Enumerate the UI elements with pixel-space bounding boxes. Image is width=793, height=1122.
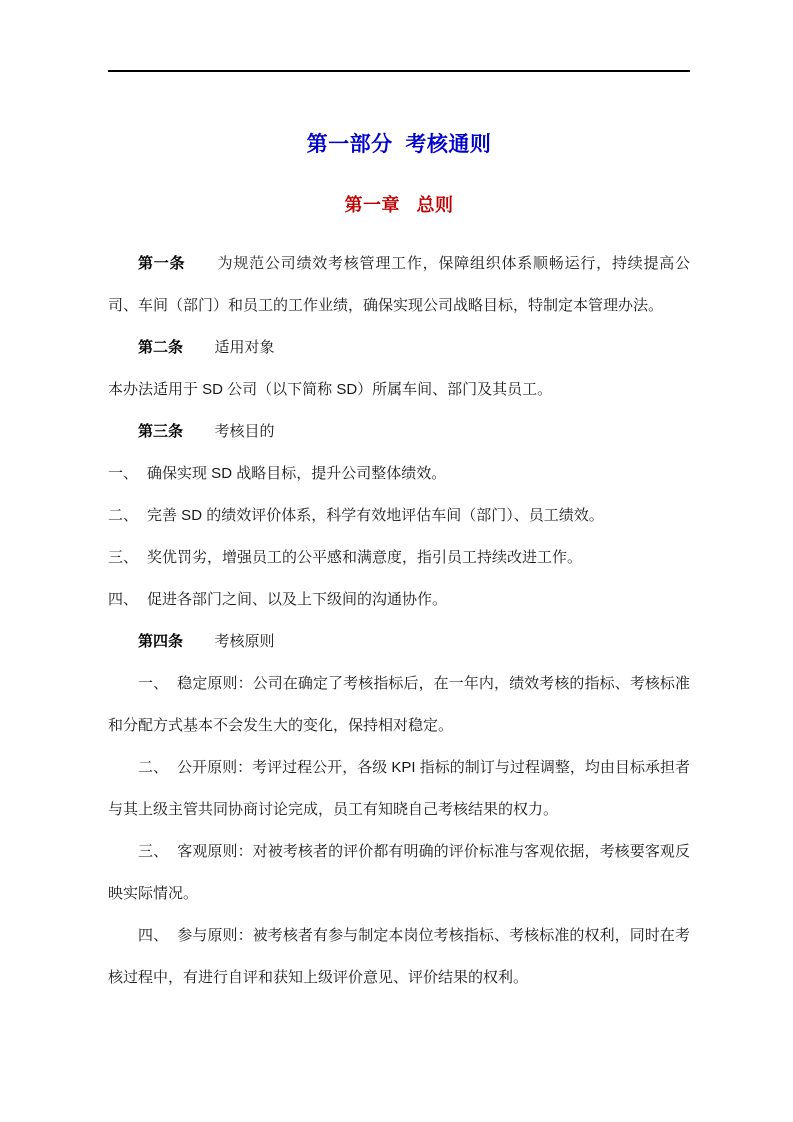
list-item-number: 四、 — [108, 591, 139, 608]
list-item-text: 奖优罚劣，增强员工的公平感和满意度，指引员工持续改进工作。 — [147, 549, 583, 566]
list-item-number: 三、 — [108, 549, 139, 566]
list-item — [108, 495, 690, 537]
article-1-paragraph — [108, 243, 690, 327]
list-item-text: 完善 SD 的绩效评价体系，科学有效地评估车间（部门）、员工绩效。 — [147, 507, 604, 524]
list-item-number: 二、 — [138, 759, 169, 776]
list-item — [108, 537, 690, 579]
list-item — [108, 579, 690, 621]
article-3-heading-paragraph — [108, 411, 690, 453]
list-item-text: 促进各部门之间、以及上下级间的沟通协作。 — [147, 591, 448, 608]
list-item-number: 三、 — [138, 843, 169, 860]
list-item-text: 客观原则：对被考核者的评价都有明确的评价标准与客观依据，考核要客观反映实际情况。 — [108, 843, 690, 902]
article-2-heading: 适用对象 — [214, 339, 275, 356]
list-item-number: 四、 — [138, 927, 169, 944]
article-3-heading: 考核目的 — [214, 423, 275, 440]
document-title-block — [108, 124, 690, 166]
list-item-text: 确保实现 SD 战略目标，提升公司整体绩效。 — [147, 465, 447, 482]
article-4-label: 第四条 — [138, 633, 184, 650]
list-item-number: 一、 — [108, 465, 139, 482]
list-item-text: 公开原则：考评过程公开，各级 KPI 指标的制订与过程调整，均由目标承担者与其上级主管共同协商讨论完成，员工有知晓自己考核结果的权力。 — [108, 759, 690, 818]
chapter-title-block — [108, 188, 690, 222]
article-4-heading-paragraph — [108, 621, 690, 663]
list-item — [108, 747, 690, 831]
list-item-number: 二、 — [108, 507, 139, 524]
list-item-text: 参与原则：被考核者有参与制定本岗位考核指标、考核标准的权利，同时在考核过程中，有进行自评和获知上级评价意见、评价结果的权利。 — [108, 927, 690, 986]
list-item — [108, 915, 690, 999]
article-1-label: 第一条 — [138, 255, 186, 272]
article-1-text: 为规范公司绩效考核管理工作，保障组织体系顺畅运行，持续提高公司、车间（部门）和员工的工作业绩，确保实现公司战略目标，特制定本管理办法。 — [108, 255, 690, 314]
article-2-label: 第二条 — [138, 339, 184, 356]
list-item-number: 一、 — [138, 675, 169, 692]
article-2-heading-paragraph — [108, 327, 690, 369]
list-item — [108, 453, 690, 495]
chapter-heading: 第一章 总则 — [344, 195, 454, 215]
article-3-label: 第三条 — [138, 423, 184, 440]
page-header — [0, 0, 793, 72]
article-4-heading: 考核原则 — [214, 633, 275, 650]
list-item — [108, 663, 690, 747]
document-body — [108, 243, 690, 999]
page-title: 第一部分 考核通则 — [306, 133, 492, 156]
article-2-body: 本办法适用于 SD 公司（以下简称 SD）所属车间、部门及其员工。 — [108, 381, 553, 398]
list-item — [108, 831, 690, 915]
header-divider-rule — [108, 70, 690, 72]
list-item-text: 稳定原则：公司在确定了考核指标后，在一年内，绩效考核的指标、考核标准和分配方式基本不会发生大的变化，保持相对稳定。 — [108, 675, 690, 734]
article-2-body-paragraph — [108, 369, 690, 411]
